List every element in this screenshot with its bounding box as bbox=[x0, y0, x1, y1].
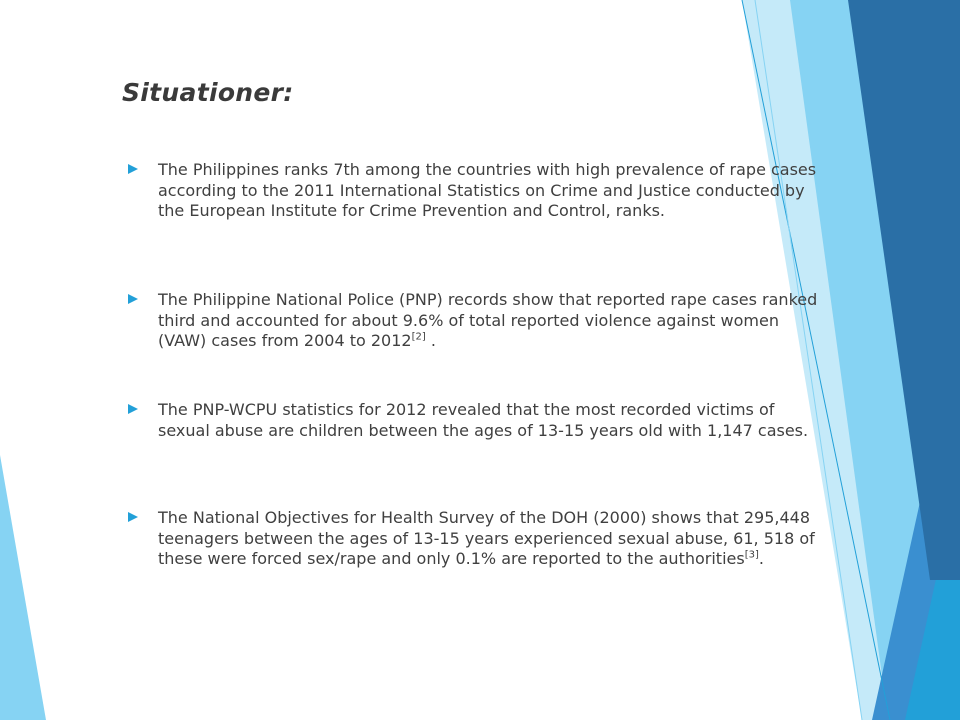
bullet-item bbox=[128, 400, 828, 441]
bullet-item bbox=[128, 508, 828, 570]
bullet-item bbox=[128, 160, 828, 222]
slide-title: Situationer: bbox=[122, 78, 294, 107]
left-strip bbox=[0, 455, 46, 720]
arrow-bullet-icon bbox=[128, 294, 138, 304]
reference-superscript: [2] bbox=[411, 331, 426, 343]
bullet-text: The PNP-WCPU statistics for 2012 revealed that the most recorded victims of sexual abuse are children between the ages of 13-15 years old with 1,147 cases. bbox=[158, 400, 809, 440]
bullet-text: The Philippines ranks 7th among the countries with high prevalence of rape cases according to the 2011 International Statistics on Crime and Justice conducted by the European Institute for Crime Prevention and Control, ranks. bbox=[158, 160, 817, 220]
arrow-bullet-icon bbox=[128, 164, 138, 174]
bullet-text: The Philippine National Police (PNP) records show that reported rape cases ranked third and accounted for about 9.6% of total reported violence against women (VAW) cases from 2004 to 2012[2] . bbox=[158, 290, 818, 350]
arrow-bullet-icon bbox=[128, 512, 138, 522]
arrow-bullet-icon bbox=[128, 404, 138, 414]
reference-superscript: [3] bbox=[744, 549, 759, 561]
bullet-text: The National Objectives for Health Survey of the DOH (2000) shows that 295,448 teenagers between the ages of 13-15 years experienced sexual abuse, 61, 518 of these were forced sex/rape and only 0.1% are reported to the authorities[3]. bbox=[158, 508, 815, 568]
bullet-item bbox=[128, 290, 828, 352]
